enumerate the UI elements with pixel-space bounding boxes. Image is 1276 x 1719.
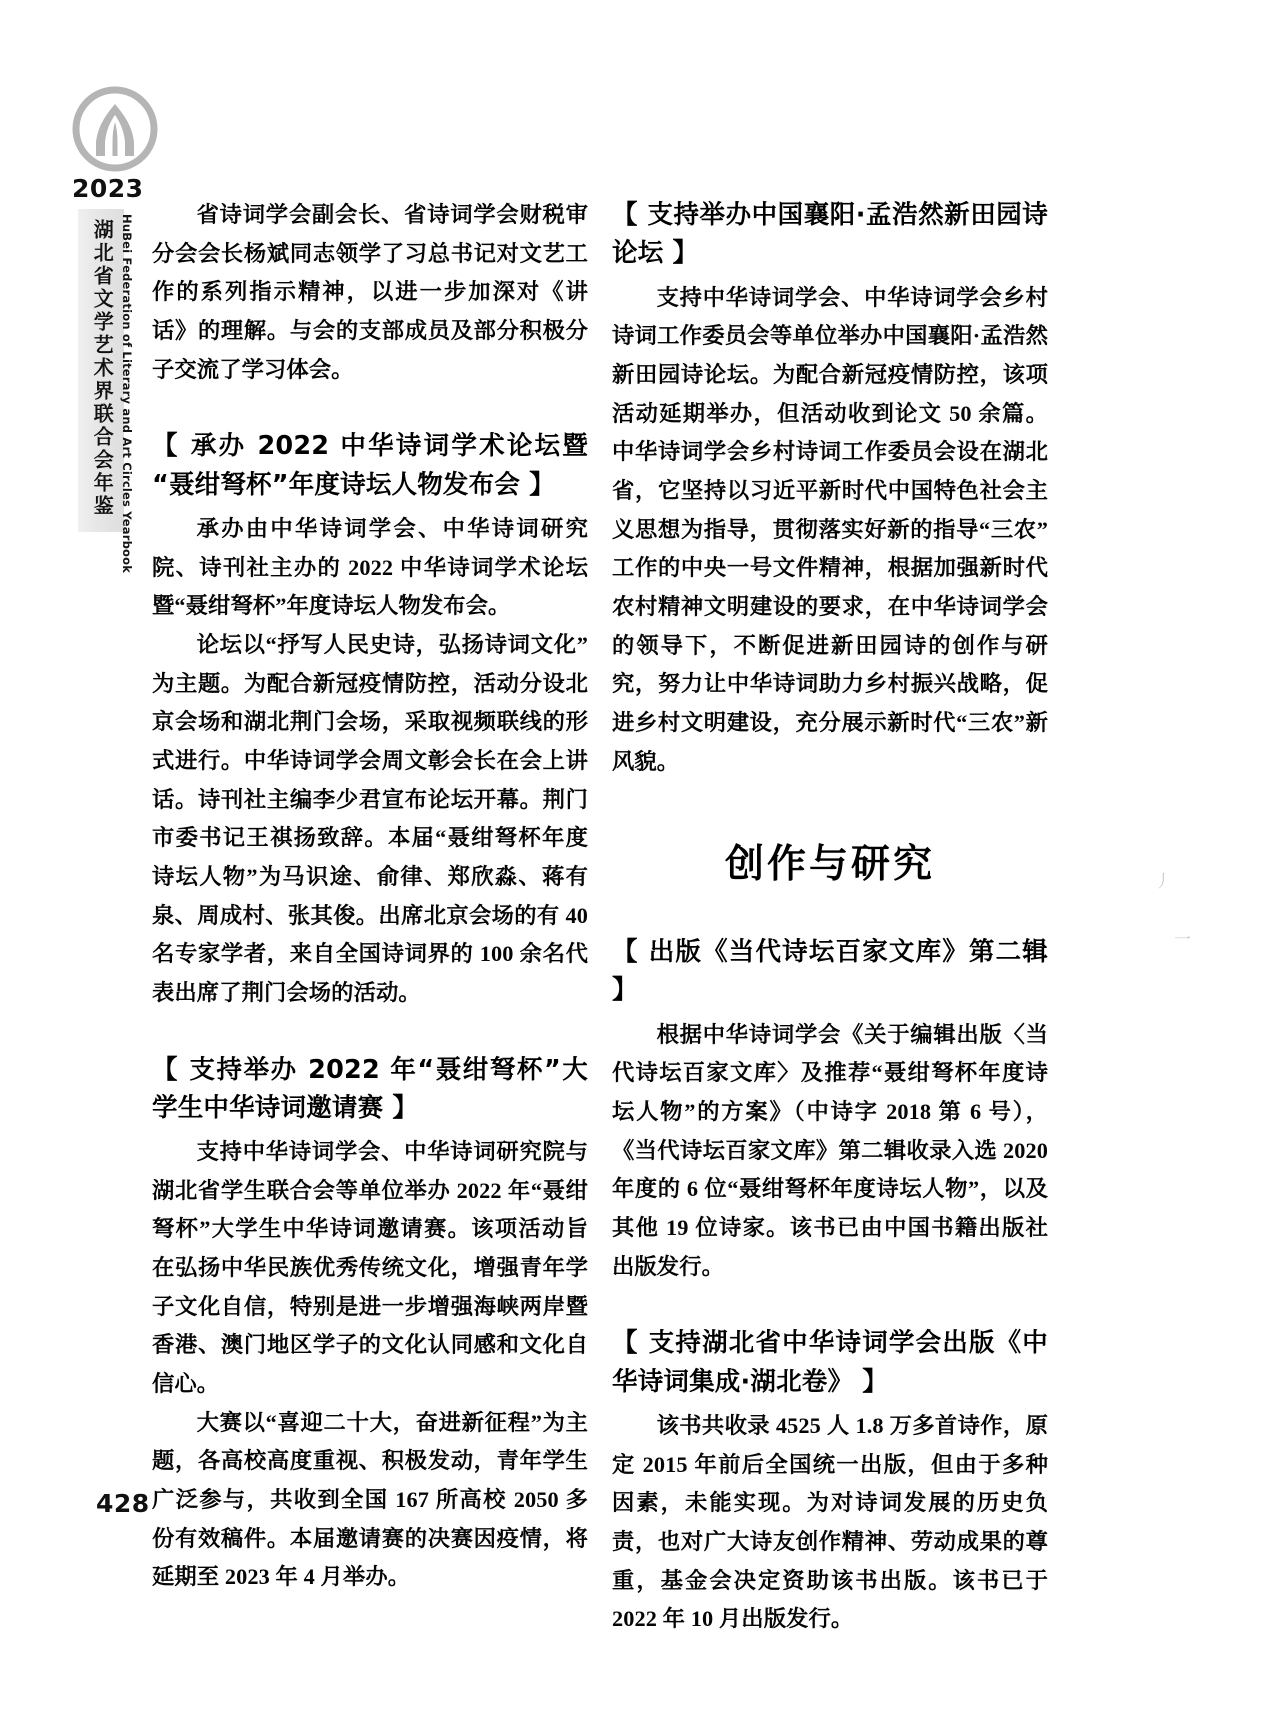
vertical-title-band: [78, 209, 124, 532]
paragraph: 支持中华诗词学会、中华诗词学会乡村诗词工作委员会等单位举办中国襄阳·孟浩然新田园诗论坛。为配合新冠疫情防控，该项活动延期举办，但活动收到论文 50 余篇。中华诗词学会乡村诗词工作委员会设在湖北省，它坚持以习近平新时代中国特色社会主义思想为指导，贯彻落实好新的指导“三农”工作的中央一号文件精神，根据加强新时代农村精神文明建设的要求，在中华诗词学会的领导下，不断促进新田园诗的创作与研究，努力让中华诗词助力乡村振兴战略，促进乡村文明建设，充分展示新时代“三农”新风貌。: [612, 284, 1048, 774]
vertical-title-en: HuBei Federation of Literary and Art Circles Yearbook: [120, 214, 134, 574]
left-column: [152, 196, 588, 1597]
paragraph: 大赛以“喜迎二十大，奋进新征程”为主题，各高校高度重视、积极发动，青年学生广泛参与，共收到全国 167 所高校 2050 多份有效稿件。本届邀请赛的决赛因疫情，将延期至 2023 年 4 月举办。: [152, 1409, 588, 1590]
paragraph: 省诗词学会副会长、省诗词学会财税审分会会长杨斌同志领学了习总书记对文艺工作的系列指示精神，以进一步加深对《讲话》的理解。与会的支部成员及部分积极分子交流了学习体会。: [152, 202, 588, 382]
paragraph: 承办由中华诗词学会、中华诗词研究院、诗刊社主办的 2022 中华诗词学术论坛暨“聂绀弩杯”年度诗坛人物发布会。: [152, 515, 588, 619]
paragraph: 支持中华诗词学会、中华诗词研究院与湖北省学生联合会等单位举办 2022 年“聂绀弩杯”大学生中华诗词邀请赛。该项活动旨在弘扬中华民族优秀传统文化，增强青年学子文化自信，特别是进一步增强海峡两岸暨香港、澳门地区学子的文化认同感和文化自信心。: [152, 1139, 588, 1397]
paragraph: 该书共收录 4525 人 1.8 万多首诗作，原定 2015 年前后全国统一出版，但由于多种因素，未能实现。为对诗词发展的历史负责，也对广大诗友创作精神、劳动成果的尊重，基金会决定资助该书出版。该书已于 2022 年 10 月出版发行。: [612, 1412, 1048, 1632]
section-heading: 【 支持举办中国襄阳·孟浩然新田园诗论坛 】: [612, 200, 1048, 269]
vertical-title-cn: 湖北省文学艺术界联合会年鉴: [90, 219, 113, 518]
section-heading: 【 支持举办 2022 年“聂绀弩杯”大学生中华诗词邀请赛 】: [152, 1054, 588, 1123]
section-heading: 【 出版《当代诗坛百家文库》第二辑 】: [612, 937, 1048, 1006]
paragraph: 论坛以“抒写人民史诗，弘扬诗词文化”为主题。为配合新冠疫情防控，活动分设北京会场和湖北荆门会场，采取视频联线的形式进行。中华诗词学会周文彰会长在会上讲话。诗刊社主编李少君宣布论坛开幕。荆门市委书记王祺扬致辞。本届“聂绀弩杯年度诗坛人物”为马识途、俞律、郑欣淼、蒋有泉、周成村、张其俊。出席北京会场的有 40 名专家学者，来自全国诗词界的 100 余名代表出席了荆门会场的活动。: [152, 631, 588, 1005]
section-heading: 【 支持湖北省中华诗词学会出版《中华诗词集成·湖北卷》 】: [612, 1328, 1048, 1397]
page-number: 428: [96, 1489, 150, 1518]
paragraph: 根据中华诗词学会《关于编辑出版〈当代诗坛百家文库〉及推荐“聂绀弩杯年度诗坛人物”的方案》（中诗字 2018 第 6 号），《当代诗坛百家文库》第二辑收录入选 2020 年度的 6 位“聂绀弩杯年度诗坛人物”，以及其他 19 位诗家。该书已由中国书籍出版社出版发行。: [612, 1021, 1048, 1279]
hubei-federation-emblem-icon: [72, 86, 158, 172]
running-head: [64, 86, 184, 574]
scan-artifact: 丿: [1151, 872, 1170, 893]
section-heading: 【 承办 2022 中华诗词学术论坛暨“聂绀弩杯”年度诗坛人物发布会 】: [152, 431, 588, 500]
year-badge: 2023: [72, 174, 144, 203]
scan-artifact: 一: [1171, 930, 1190, 951]
part-title: 创作与研究: [724, 842, 935, 888]
right-column: [612, 196, 1048, 1639]
